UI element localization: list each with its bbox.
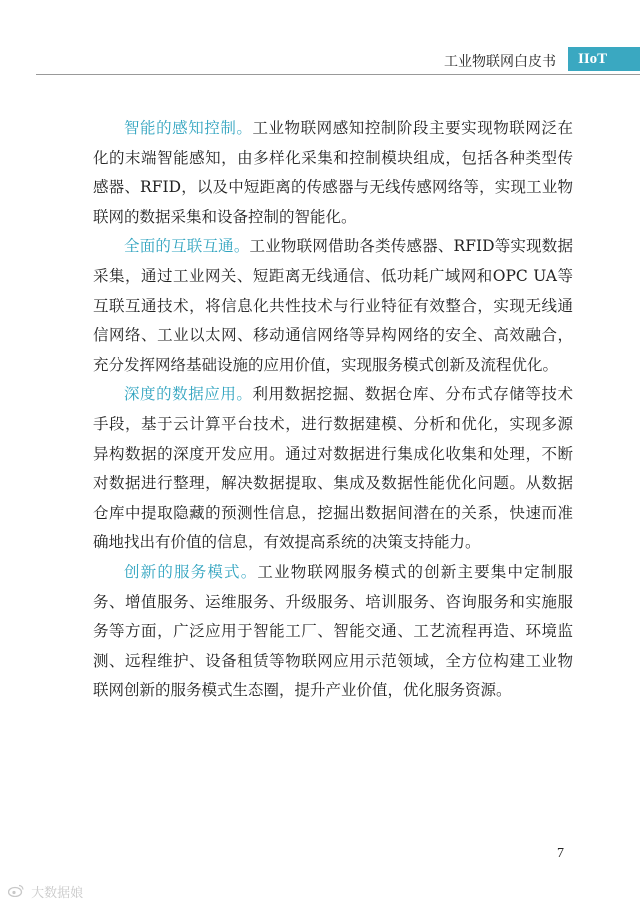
paragraph-text: 利用数据挖掘、数据仓库、分布式存储等技术手段，基于云计算平台技术，进行数据建模、分析和优化，实现多源异构数据的深度开发应用。通过对数据进行集成化收集和处理，不断对数据进行整理，解决数据提取、集成及数据性能优化问题。从数据仓库中提取隐藏的预测性信息，挖掘出数据间潜在的关系，快速而准确地找出有价值的信息，有效提高系统的决策支持能力。 [93, 385, 573, 552]
paragraph-lead: 深度的数据应用。 [124, 385, 253, 404]
watermark [8, 882, 83, 901]
paragraph-interconnection [93, 232, 573, 380]
paragraph-lead: 全面的互联互通。 [124, 237, 250, 256]
paragraph-lead: 智能的感知控制。 [124, 119, 253, 137]
header-title: 工业物联网白皮书 [444, 54, 556, 70]
watermark-text: 大数据娘 [31, 886, 84, 901]
header-tag: IIoT [568, 47, 640, 71]
paragraph-service-model [93, 558, 573, 706]
paragraph-text: 工业物联网服务模式的创新主要集中定制服务、增值服务、运维服务、升级服务、培训服务、咨询服务和实施服务等方面，广泛应用于智能工厂、智能交通、工艺流程再造、环境监测、远程维护、设备租赁等物联网应用示范领域，全方位构建工业物联网创新的服务模式生态圈，提升产业价值，优化服务资源。 [93, 562, 573, 700]
header-divider [36, 74, 640, 75]
page-number: 7 [557, 846, 564, 861]
body-content [93, 114, 573, 706]
paragraph-data-application [93, 380, 573, 558]
page-header [0, 47, 640, 75]
paragraph-lead: 创新的服务模式。 [124, 562, 258, 581]
paragraph-text: 工业物联网借助各类传感器、RFID等实现数据采集，通过工业网关、短距离无线通信、低功耗广域网和OPC UA等互联互通技术，将信息化共性技术与行业特征有效整合，实现无线通信网络、工业以太网、移动通信网络等异构网络的安全、高效融合，充分发挥网络基础设施的应用价值，实现服务模式创新及流程优化。 [93, 237, 573, 374]
weibo-icon [8, 886, 28, 901]
paragraph-perception [93, 114, 573, 232]
paragraph-text: 工业物联网感知控制阶段主要实现物联网泛在化的末端智能感知，由多样化采集和控制模块组成，包括各种类型传感器、RFID，以及中短距离的传感器与无线传感网络等，实现工业物联网的数据采集和设备控制的智能化。 [93, 119, 573, 226]
